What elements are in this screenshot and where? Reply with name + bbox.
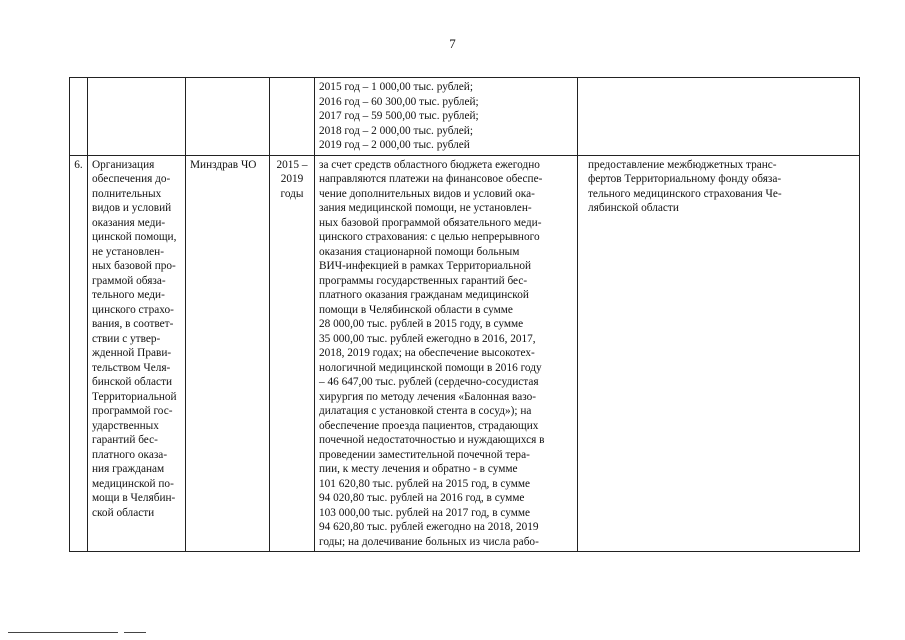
funding-line: 2016 год – 60 300,00 тыс. рублей;: [319, 95, 479, 108]
cell-responsible: Минздрав ЧО: [186, 155, 270, 552]
name-line: оказания меди-: [92, 216, 166, 229]
cell-term: [270, 155, 315, 552]
table-row-continuation: [70, 78, 860, 156]
funding-line: программы государственных гарантий бес-: [319, 274, 528, 287]
name-line: вания, в соответ-: [92, 318, 174, 330]
funding-line: 2018, 2019 годах; на обеспечение высокотех-: [319, 347, 535, 359]
footer-rule: [8, 632, 118, 633]
name-line: обеспечения до-: [92, 173, 171, 185]
funding-line: хирургия по методу лечения «Балонная вазо-: [319, 390, 537, 403]
funding-line: платного оказания гражданам медицинской: [319, 289, 529, 301]
funding-line: 2017 год – 59 500,00 тыс. рублей;: [319, 110, 479, 122]
funding-line: ВИЧ-инфекцией в рамках Территориальной: [319, 260, 532, 272]
cell-number-empty: [70, 78, 88, 156]
name-line: Организация: [92, 158, 155, 171]
cell-result-empty: [578, 78, 860, 156]
funding-line: 28 000,00 тыс. рублей в 2015 году, в сумме: [319, 318, 524, 330]
name-line: тельством Челя-: [92, 361, 171, 374]
name-line: тельного меди-: [92, 289, 165, 301]
cell-expected-result: [578, 155, 860, 552]
name-line: полнительных: [92, 187, 162, 200]
result-line: фертов Территориальному фонду обяза-: [588, 173, 782, 185]
funding-line: за счет средств областного бюджета ежегодно: [319, 158, 540, 171]
name-line: гарантий бес-: [92, 434, 158, 446]
result-line: тельного медицинского страхования Че-: [588, 187, 782, 200]
cell-funding-continuation: [315, 78, 578, 156]
funding-line: дилатация с установкой стента в сосуд»); на: [319, 405, 532, 417]
funding-line: направляются платежи на финансовое обеспе-: [319, 173, 543, 185]
table-row-6: [70, 155, 860, 552]
funding-line: обеспечение проезда пациентов, страдающих: [319, 419, 539, 432]
name-line: ской области: [92, 506, 155, 519]
funding-line: помощи в Челябинской области в сумме: [319, 303, 513, 316]
name-line: Территориальной: [92, 390, 177, 403]
name-line: цинского страхо-: [92, 303, 174, 316]
cell-funding-source: [315, 155, 578, 552]
name-line: бинской области: [92, 376, 173, 388]
funding-line: 103 000,00 тыс. рублей на 2017 год, в сумме: [319, 506, 531, 519]
funding-line: почечной недостаточностью и нуждающихся в: [319, 434, 545, 446]
funding-line: – 46 647,00 тыс. рублей (сердечно-сосудистая: [319, 376, 539, 388]
result-line: лябинской области: [588, 202, 679, 214]
cell-row-number: 6.: [70, 155, 88, 552]
name-line: ных базовой про-: [92, 260, 176, 272]
name-line: платного оказа-: [92, 448, 168, 461]
funding-line: годы; на долечивание больных из числа рабо-: [319, 535, 539, 548]
funding-line: 35 000,00 тыс. рублей ежегодно в 2016, 2017,: [319, 332, 536, 345]
name-line: медицинской по-: [92, 477, 174, 490]
cell-responsible-empty: [186, 78, 270, 156]
program-table: [69, 77, 860, 552]
funding-line: ных базовой программой обязательного меди-: [319, 216, 542, 229]
term-line: 2019: [280, 173, 304, 185]
term-line: 2015 –: [276, 158, 308, 171]
funding-line: зания медицинской помощи, не установлен-: [319, 202, 532, 214]
funding-line: 94 620,80 тыс. рублей ежегодно на 2018, 2019: [319, 521, 539, 533]
name-line: цинской помощи,: [92, 231, 177, 243]
funding-line: проведении заместительной почечной тера-: [319, 448, 530, 461]
funding-line: 2019 год – 2 000,00 тыс. рублей: [319, 139, 470, 151]
cell-name-empty: [88, 78, 186, 156]
funding-line: цинского страхования: с целью непрерывного: [319, 231, 540, 243]
funding-line: чение дополнительных видов и условий ока-: [319, 187, 535, 200]
funding-line: нологичной медицинской помощи в 2016 году: [319, 361, 542, 374]
name-line: мощи в Челябин-: [92, 492, 176, 504]
footer-rule-short: [124, 632, 146, 633]
funding-line: 101 620,80 тыс. рублей на 2015 год, в сумме: [319, 477, 531, 490]
name-line: жденной Прави-: [92, 347, 172, 359]
funding-line: оказания стационарной помощи больным: [319, 245, 520, 258]
funding-line: 2015 год – 1 000,00 тыс. рублей;: [319, 81, 473, 93]
name-line: видов и условий: [92, 202, 172, 214]
cell-term-empty: [270, 78, 315, 156]
cell-measure-name: [88, 155, 186, 552]
result-line: предоставление межбюджетных транс-: [588, 158, 777, 171]
name-line: ствии с утвер-: [92, 332, 161, 345]
name-line: ния гражданам: [92, 463, 165, 475]
name-line: граммой обяза-: [92, 274, 166, 287]
name-line: ударственных: [92, 419, 159, 432]
name-line: не установлен-: [92, 245, 164, 258]
funding-line: 94 020,80 тыс. рублей на 2016 год, в сумме: [319, 492, 525, 504]
funding-line: пии, к месту лечения и обратно - в сумме: [319, 463, 518, 475]
funding-line: 2018 год – 2 000,00 тыс. рублей;: [319, 124, 473, 137]
page-number: 7: [449, 36, 456, 51]
name-line: программой гос-: [92, 405, 173, 417]
term-line: годы: [280, 187, 304, 200]
